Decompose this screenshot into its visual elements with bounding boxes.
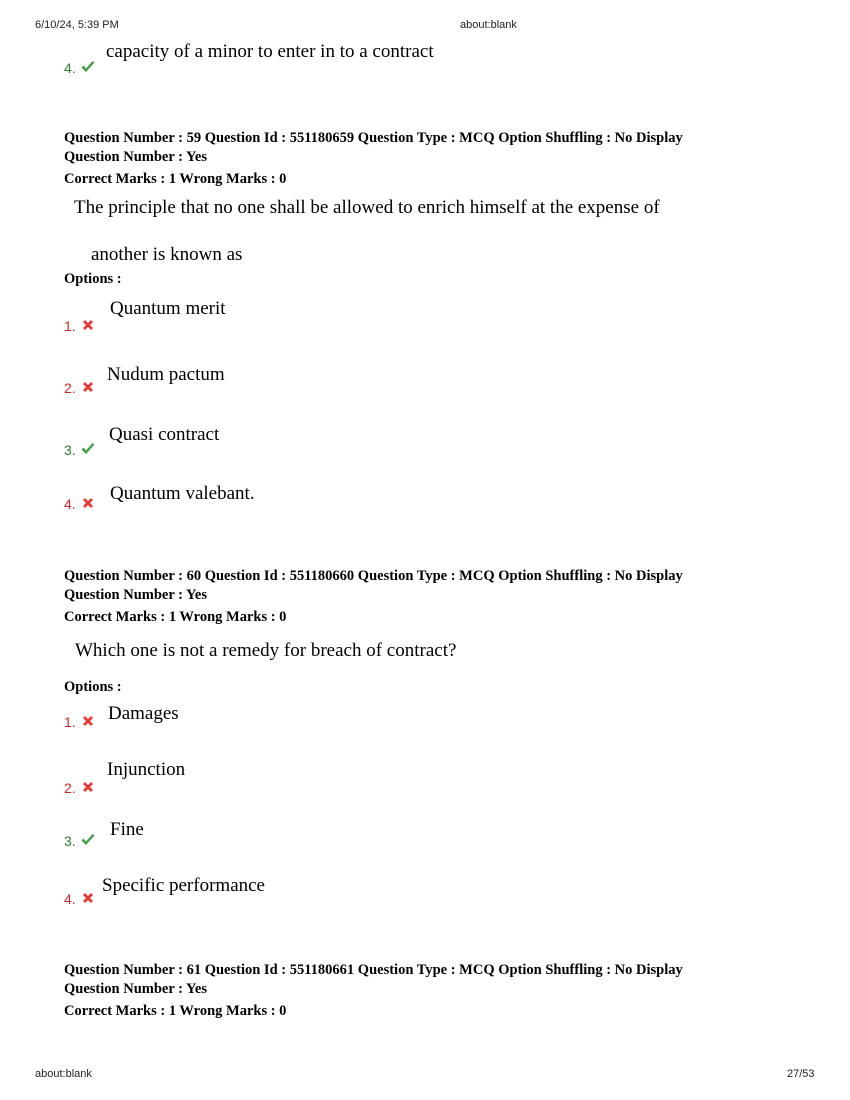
option-number: 1. [64,714,76,730]
question-meta-line1: Question Number : 61 Question Id : 551180661 Question Type : MCQ Option Shuffling : No Display [64,962,683,978]
question-text-line1: The principle that no one shall be allowed to enrich himself at the expense of [74,197,660,218]
option-text: Nudum pactum [107,364,225,385]
cross-icon [80,495,96,511]
option-4 [64,484,464,512]
option-number: 3. [64,442,76,458]
option-3 [64,821,464,849]
print-title: about:blank [460,19,517,31]
option-number: 2. [64,780,76,796]
question-marks: Correct Marks : 1 Wrong Marks : 0 [64,1003,287,1019]
option-2 [64,364,464,396]
question-meta-line2: Question Number : Yes [64,587,207,603]
option-number: 1. [64,318,76,334]
option-number: 4. [64,891,76,907]
option-text: Specific performance [102,875,265,896]
question-text-line1: Which one is not a remedy for breach of contract? [75,640,457,661]
option-text: capacity of a minor to enter in to a contract [106,41,434,62]
question-marks: Correct Marks : 1 Wrong Marks : 0 [64,171,287,187]
question-meta [64,129,683,189]
option-4 [64,875,464,907]
question-meta-line1: Question Number : 59 Question Id : 551180659 Question Type : MCQ Option Shuffling : No Display [64,130,683,146]
cross-icon [80,713,96,729]
footer-page-number: 27/53 [787,1068,815,1080]
option-number: 4. [64,60,76,76]
check-icon [80,59,96,75]
option-text: Quantum merit [110,298,226,319]
prev-option-4 [64,41,564,76]
question-marks: Correct Marks : 1 Wrong Marks : 0 [64,609,287,625]
options-label: Options : [64,271,122,287]
check-icon [80,441,96,457]
options-label: Options : [64,679,122,695]
option-number: 4. [64,496,76,512]
option-1 [64,702,464,730]
option-3 [64,424,464,458]
print-datetime: 6/10/24, 5:39 PM [35,19,119,31]
option-text: Quantum valebant. [110,483,255,504]
option-text: Quasi contract [109,424,220,445]
question-meta [64,961,683,1021]
option-text: Injunction [107,759,186,780]
cross-icon [80,890,96,906]
option-1 [64,298,464,334]
question-text-line2: another is known as [91,244,243,265]
question-meta [64,567,683,627]
cross-icon [80,379,96,395]
check-icon [80,832,96,848]
option-text: Fine [110,819,144,840]
cross-icon [80,317,96,333]
cross-icon [80,779,96,795]
question-meta-line2: Question Number : Yes [64,981,207,997]
question-meta-line2: Question Number : Yes [64,149,207,165]
question-meta-line1: Question Number : 60 Question Id : 551180660 Question Type : MCQ Option Shuffling : No Display [64,568,683,584]
option-2 [64,759,464,796]
option-number: 3. [64,833,76,849]
option-text: Damages [108,703,179,724]
option-number: 2. [64,380,76,396]
footer-url: about:blank [35,1068,92,1080]
